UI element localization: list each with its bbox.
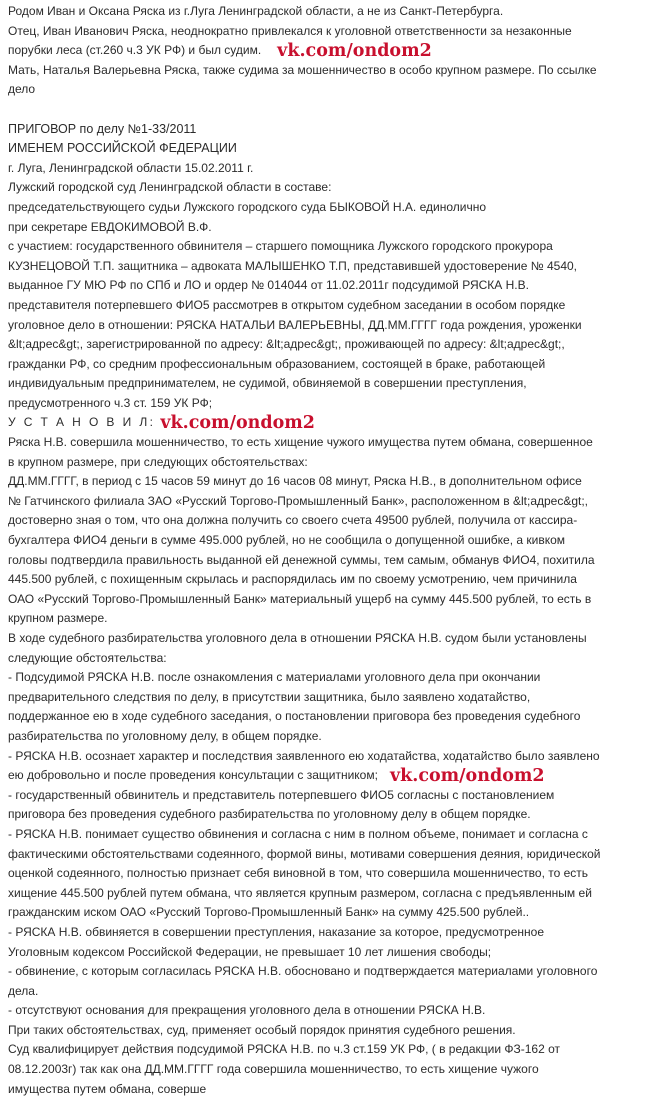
body-line: крупном размере. [8,611,108,626]
intro-text: порубки леса (ст.260 ч.3 УК РФ) и был судим. [8,43,262,58]
body-line: - Подсудимой РЯСКА Н.В. после ознакомления с материалами уголовного дела при окончании [8,670,541,685]
body-line: 445.500 рублей, с похищенным скрылась и распорядилась им по своему усмотрению, чем причинила [8,572,577,587]
body-line: уголовное дело в отношении: РЯСКА НАТАЛЬИ ВАЛЕРЬЕВНЫ, ДД.ММ.ГГГГ года рождения, уроженки [8,317,582,332]
body-line: бухгалтера ФИО4 деньги в сумме 495.000 рублей, но не сообщила о допущенной ошибке, а кивком [8,533,566,548]
body-line [8,766,649,786]
body-line: гражданки РФ, со средним профессиональным образованием, состоящей в браке, работающей [8,356,546,371]
body-line: - государственный обвинитель и представитель потерпевшего ФИО5 согласны с постановлением [8,787,555,802]
intro-line: Мать, Наталья Валерьевна Ряска, также судима за мошенничество в особо крупном размере. По ссылке [8,62,597,77]
verdict-subtitle: ИМЕНЕМ РОССИЙСКОЙ ФЕДЕРАЦИИ [8,141,237,156]
body-line: Лужский городской суд Ленинградской области в составе: [8,180,332,195]
body-line: - РЯСКА Н.В. осознает характер и последствия заявленного ею ходатайства, ходатайство было заявлено [8,748,600,763]
intro-line: Отец, Иван Иванович Ряска, неоднократно привлекался к уголовной ответственности за незаконные [8,23,572,38]
spacer [8,100,649,120]
established-heading [8,413,649,433]
body-line: Уголовным кодексом Российской Федерации, не превышает 10 лет лишения свободы; [8,944,492,959]
body-line: поддержанное ею в ходе судебного заседания, о постановлении приговора без проведения судебного [8,709,581,724]
body-line: с участием: государственного обвинителя – старшего помощника Лужского городского прокурора [8,239,553,254]
established-text: У С Т А Н О В И Л: [8,415,156,430]
body-line: Суд квалифицирует действия подсудимой РЯСКА Н.В. по ч.3 ст.159 УК РФ, ( в редакции ФЗ-162 от [8,1042,561,1057]
body-line: В ходе судебного разбирательства уголовного дела в отношении РЯСКА Н.В. судом были установлены [8,631,587,645]
body-line: представителя потерпевшего ФИО5 рассмотрев в открытом судебном заседании в особом порядке [8,297,566,312]
verdict-title: ПРИГОВОР по делу №1-33/2011 [8,121,197,136]
body-line: имущества путем обмана, соверше [8,1081,207,1096]
body-line: предусмотренного ч.3 ст. 159 УК РФ; [8,395,213,410]
watermark: vk.com/ondom2 [160,413,315,434]
body-line: - обвинение, с которым согласилась РЯСКА Н.В. обосновано и подтверждается материалами уголовного [8,964,598,979]
body-line: 08.12.2003г) так как она ДД.ММ.ГГГГ года совершила мошенничество, то есть хищение чужого [8,1062,539,1077]
body-line: приговора без проведения судебного разбирательства по уголовному делу в общем порядке. [8,807,531,822]
body-line: № Гатчинского филиала ЗАО «Русский Торгово-Промышленный Банк», расположенном в &lt;адрес&gt;, [8,493,589,508]
body-line: дела. [8,983,39,998]
verdict-place-date: г. Луга, Ленинградской области 15.02.2011 г. [8,160,254,175]
body-line: фактическими обстоятельствами содеянного, формой вины, мотивами совершения деяния, юридической [8,846,601,861]
body-line: ДД.ММ.ГГГГ, в период с 15 часов 59 минут до 16 часов 08 минут, Ряска Н.В., в дополнительном офисе [8,474,582,489]
watermark: vk.com/ondom2 [389,766,545,786]
body-line: - отсутствуют основания для прекращения уголовного дела в отношении РЯСКА Н.В. [8,1003,486,1018]
body-line: КУЗНЕЦОВОЙ Т.П. защитника – адвоката МАЛЫШЕНКО Т.П, представившей удостоверение № 4540, [8,258,578,273]
body-line: оценкой содеянного, полностью признает себя виновной в том, что совершила мошенничество, то есть [8,866,589,881]
body-line: - РЯСКА Н.В. обвиняется в совершении преступления, наказание за которое, предусмотренное [8,924,544,939]
intro-line: дело [8,82,36,97]
body-line: в крупном размере, при следующих обстоятельствах: [8,454,308,469]
body-line: При таких обстоятельствах, суд, применяет особый порядок принятия судебного решения. [8,1022,516,1037]
body-line: при секретаре ЕВДОКИМОВОЙ В.Ф. [8,219,212,234]
body-line: головы подтвердила правильность выданной ей денежной суммы, тем самым, обманув ФИО4, похитила [8,552,595,567]
body-line: председательствующего судьи Лужского городского суда БЫКОВОЙ Н.А. единолично [8,199,487,214]
intro-line [8,41,649,61]
body-line: хищение 445.500 рублей путем обмана, что является крупным размером, согласна с предъявленным ей [8,885,592,900]
watermark: vk.com/ondom2 [277,41,432,61]
body-line: выданное ГУ МЮ РФ по СПб и ЛО и ордер № 014044 от 11.02.2011г подсудимой РЯСКА Н.В. [8,278,529,293]
body-line: предварительного следствия по делу, в присутствии защитника, было заявлено ходатайство, [8,689,531,704]
consult-text: ею добровольно и после проведения консультации с защитником; [8,768,378,783]
intro-line: Родом Иван и Оксана Ряска из г.Луга Ленинградской области, а не из Санкт-Петербурга. [8,4,504,18]
body-line: ОАО «Русский Торгово-Промышленный Банк» материальный ущерб на сумму 445.500 рублей, то есть в [8,591,592,606]
body-line: разбирательства по уголовному делу, в общем порядке. [8,728,322,743]
body-line: &lt;адрес&gt;, зарегистрированной по адресу: &lt;адрес&gt;, проживающей по адресу: &lt;адрес&gt;, [8,337,565,352]
body-line: следующие обстоятельства: [8,650,167,665]
body-line: достоверно зная о том, что она должна получить со своего счета 49500 рублей, получила от кассира- [8,513,578,528]
body-line: - РЯСКА Н.В. понимает существо обвинения и согласна с ним в полном объеме, понимает и согласна с [8,826,588,841]
body-line: Ряска Н.В. совершила мошенничество, то есть хищение чужого имущества путем обмана, совершенное [8,435,593,450]
body-line: гражданским иском ОАО «Русский Торгово-Промышленный Банк» на сумму 425.500 рублей.. [8,905,530,920]
body-line: индивидуальным предпринимателем, не судимой, обвиняемой в совершении преступления, [8,376,527,391]
